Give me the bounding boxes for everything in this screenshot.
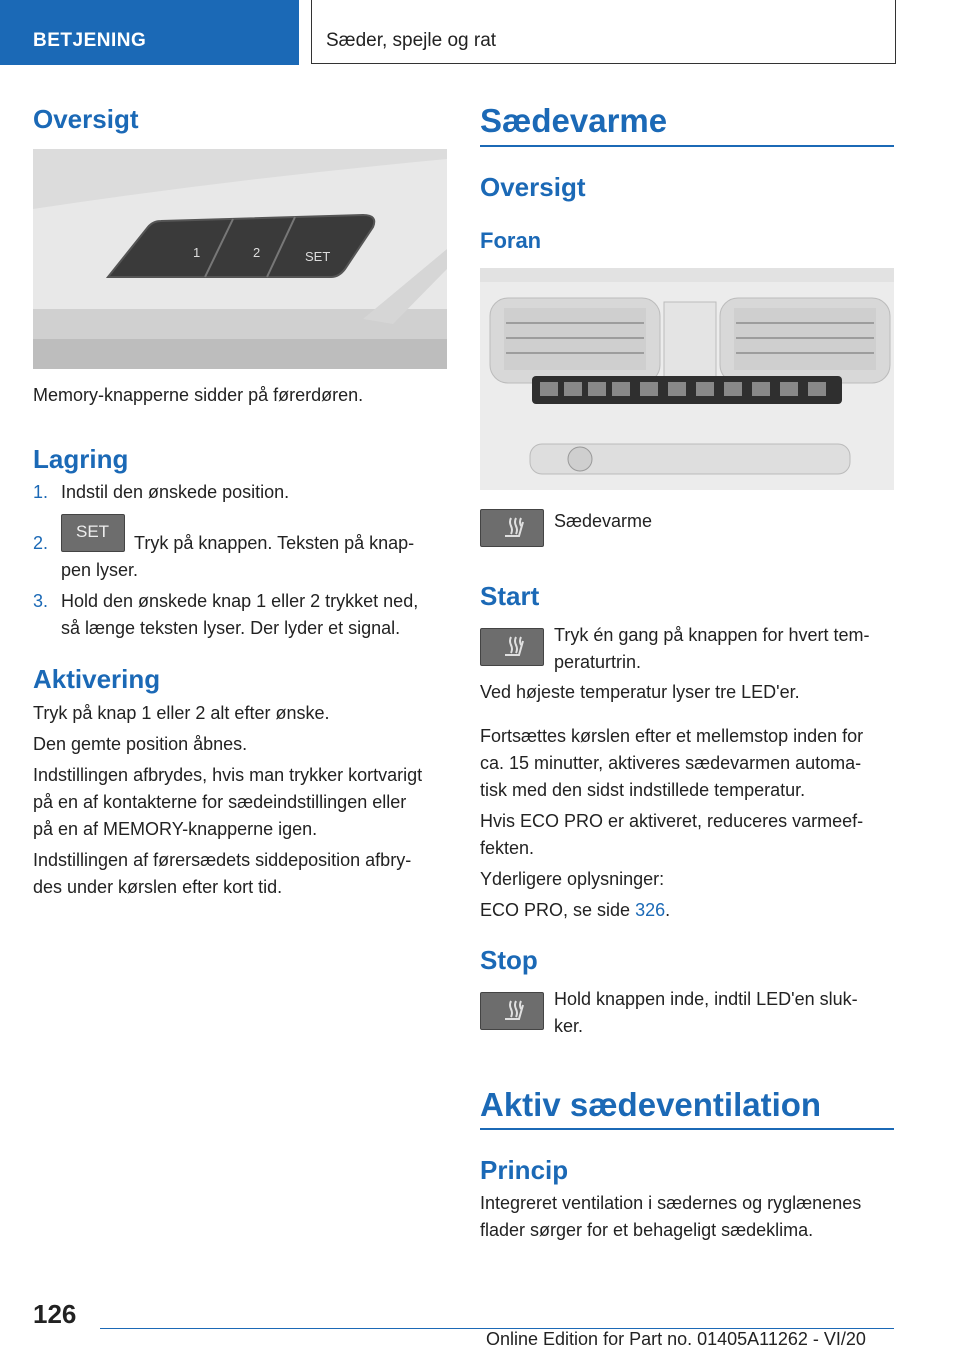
set-button-icon — [61, 514, 125, 552]
seat-heating-icon — [480, 509, 544, 547]
stop-line1: Hold knappen inde, indtil LED'en sluk- — [554, 989, 858, 1009]
memory-button-2-label: 2 — [253, 245, 261, 260]
heading-lagring: Lagring — [33, 444, 129, 474]
heading-stop: Stop — [480, 945, 538, 975]
step-3-num: 3. — [33, 591, 49, 611]
body-line: Ved højeste temperatur lyser tre LED'er. — [480, 682, 800, 702]
aktivering-line: Indstillingen afbrydes, hvis man trykker kortvarigt — [33, 765, 423, 785]
body-line: fekten. — [480, 838, 535, 858]
heading-oversigt: Oversigt — [33, 104, 139, 134]
title-saedevarme: Sædevarme — [480, 102, 668, 139]
heading-princip: Princip — [480, 1155, 569, 1185]
aktivering-line: Tryk på knap 1 eller 2 alt efter ønske. — [33, 703, 330, 723]
body-line: Fortsættes kørslen efter et mellemstop inden for — [480, 726, 864, 746]
page-number: 126 — [33, 1299, 77, 1329]
edition-text: Online Edition for Part no. 01405A11262 - VI/20 — [486, 1329, 866, 1349]
chapter-label: Sæder, spejle og rat — [326, 30, 497, 51]
step-3-line2: så længe teksten lyser. Der lyder et signal. — [61, 618, 401, 638]
heading-oversigt-right: Oversigt — [480, 172, 586, 202]
aktivering-line: des under kørslen efter kort tid. — [33, 877, 283, 897]
title-rule — [480, 145, 894, 147]
page-326-link[interactable]: 326 — [635, 900, 666, 920]
memory-button-set-label: SET — [305, 249, 331, 264]
body-line: Hvis ECO PRO er aktiveret, reduceres varmeef- — [480, 811, 864, 831]
princip-line2: flader sørger for et behageligt sædeklima. — [480, 1220, 814, 1240]
step-1 — [33, 479, 290, 506]
princip-line1: Integreret ventilation i sædernes og ryglænenes — [480, 1193, 862, 1213]
step-1-text: Indstil den ønskede position. — [61, 482, 290, 502]
chapter-tab — [311, 0, 896, 64]
section-label: BETJENING — [33, 30, 147, 51]
eco-pro-reference — [480, 897, 670, 924]
memory-buttons-image — [33, 149, 447, 369]
body-line: Yderligere oplysninger: — [480, 869, 665, 889]
set-button-icon-label: SET — [76, 522, 110, 541]
seat-heating-icon — [480, 628, 544, 666]
eco-pro-text: ECO PRO, se side — [480, 900, 636, 920]
body-line: ca. 15 minutter, aktiveres sædevarmen automa- — [480, 753, 862, 773]
aktivering-line: Indstillingen af førersædets siddeposition afbry- — [33, 850, 412, 870]
eco-pro-period: . — [665, 900, 671, 920]
aktivering-line: på en af kontakterne for sædeindstillingen eller — [33, 792, 407, 812]
step-2-line2: pen lyser. — [61, 560, 139, 580]
start-line2: peraturtrin. — [554, 652, 642, 672]
body-line: tisk med den sidst indstillede temperatur. — [480, 780, 806, 800]
heading-foran: Foran — [480, 228, 542, 253]
aktivering-line: Den gemte position åbnes. — [33, 734, 248, 754]
step-2-number: 2. — [33, 533, 49, 553]
step-1-number: 1. — [33, 482, 49, 502]
title-aktiv-saedeventilation: Aktiv sædeventilation — [480, 1086, 822, 1123]
seat-heating-icon — [480, 992, 544, 1030]
heading-aktivering: Aktivering — [33, 664, 161, 694]
seat-heating-caption: Sædevarme — [554, 511, 653, 531]
stop-line2: ker. — [554, 1016, 584, 1036]
step-3-number — [33, 588, 48, 615]
climate-panel-image — [480, 268, 894, 490]
memory-button-1-label: 1 — [193, 245, 201, 260]
step-2-line1: Tryk på knappen. Teksten på knap- — [134, 533, 415, 553]
memory-caption: Memory-knapperne sidder på førerdøren. — [33, 385, 364, 405]
start-line1: Tryk én gang på knappen for hvert tem- — [554, 625, 870, 645]
heading-start: Start — [480, 581, 540, 611]
title-rule — [480, 1128, 894, 1130]
section-tab — [0, 0, 299, 65]
aktivering-line: på en af MEMORY-knapperne igen. — [33, 819, 318, 839]
step-3-line1: Hold den ønskede knap 1 eller 2 trykket ned, — [61, 591, 419, 611]
